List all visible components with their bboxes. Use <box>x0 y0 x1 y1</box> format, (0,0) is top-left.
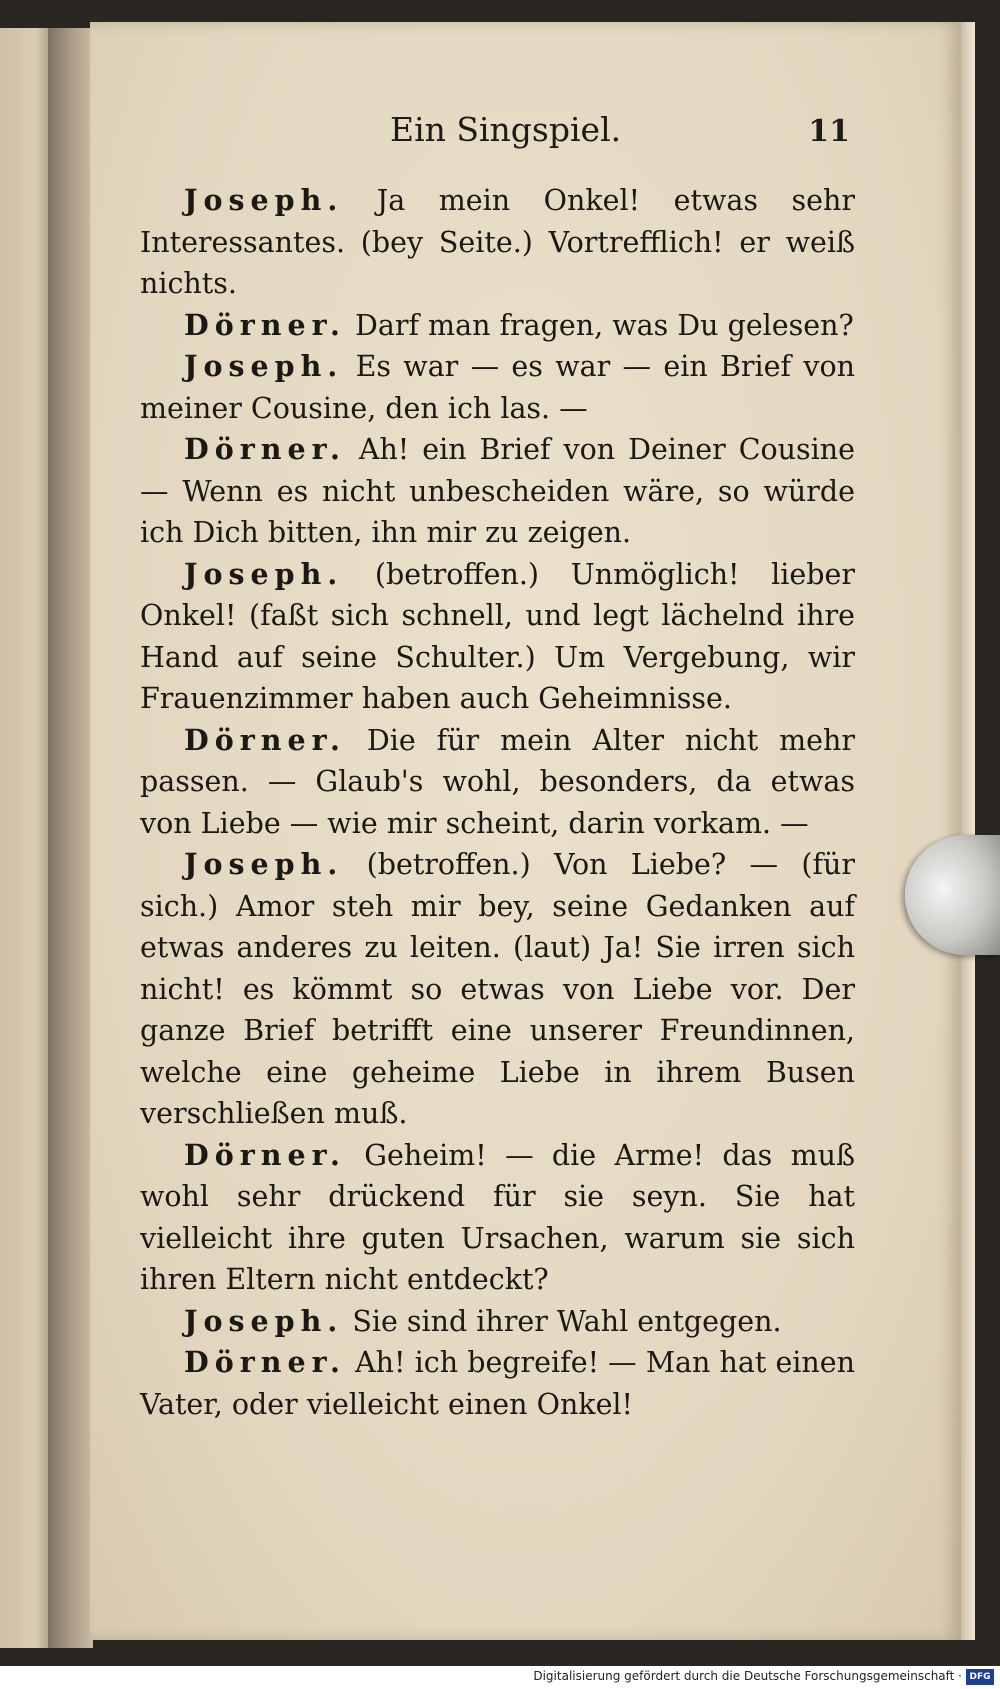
dialogue-paragraph <box>140 180 855 305</box>
dialogue-text: Die für mein Alter nicht mehr passen. — Glaub's wohl, besonders, da etwas von Liebe — wie mir scheint, darin vorkam. — <box>140 723 855 840</box>
speaker-name: Dörner. <box>184 432 346 466</box>
dialogue-paragraph <box>140 346 855 429</box>
page-edge <box>961 22 975 1640</box>
dialogue-text: Es war — es war — ein Brief von meiner Cousine, den ich las. — <box>140 350 855 425</box>
speaker-name: Dörner. <box>184 1345 346 1379</box>
digitization-footer <box>0 1666 1000 1689</box>
dialogue-text: Ah! ein Brief von Deiner Cousine — Wenn es nicht unbescheiden wäre, so würde ich Dich bitten, ihn mir zu zeigen. <box>140 433 855 549</box>
dialogue-text: Ah! ich begreife! — Man hat einen Vater, oder vielleicht einen Onkel! <box>140 1346 856 1421</box>
dialogue-text: Darf man fragen, was Du gelesen? <box>354 308 854 342</box>
speaker-name: Dörner. <box>184 307 346 342</box>
running-head: Ein Singspiel. <box>390 110 622 149</box>
play-text <box>140 180 855 1425</box>
funding-credit: Digitalisierung gefördert durch die Deutsche Forschungsgemeinschaft · <box>533 1669 962 1683</box>
book-gutter <box>48 28 93 1648</box>
speaker-name: Joseph. <box>184 847 344 881</box>
dialogue-text: (betroffen.) Von Liebe? — (für sich.) Amor steh mir bey, seine Gedanken auf etwas anderes zu leiten. (laut) Ja! Sie irren sich nicht! es kömmt so etwas von Liebe vor. Der ganze Brief betrifft eine unserer Freundinnen, welche eine geheime Liebe in ihrem Busen verschließen muß. <box>140 848 855 1130</box>
speaker-name: Joseph. <box>184 349 344 383</box>
page-header <box>140 110 850 160</box>
speaker-name: Dörner. <box>184 722 346 757</box>
dialogue-text: Ja mein Onkel! etwas sehr Interessantes. (bey Seite.) Vortrefflich! er weiß nichts. <box>140 184 855 300</box>
dialogue-paragraph <box>140 429 855 554</box>
dialogue-paragraph <box>140 554 855 720</box>
dialogue-paragraph <box>140 1301 855 1343</box>
page-number: 11 <box>808 114 850 149</box>
dialogue-text: (betroffen.) Unmöglich! lieber Onkel! (faßt sich schnell, und legt lächelnd ihre Hand auf seine Schulter.) Um Vergebung, wir Frauenzimmer haben auch Geheimnisse. <box>140 557 855 715</box>
dfg-logo-icon: DFG <box>966 1669 994 1685</box>
speaker-name: Joseph. <box>184 183 344 217</box>
speaker-name: Joseph. <box>184 556 344 591</box>
dialogue-paragraph <box>140 720 855 845</box>
dialogue-text: Geheim! — die Arme! das muß wohl sehr drückend für sie seyn. Sie hat vielleicht ihre guten Ursachen, warum sie sich ihren Eltern nicht entdeckt? <box>140 1138 856 1296</box>
speaker-name: Joseph. <box>184 1303 344 1338</box>
dialogue-paragraph <box>140 1342 855 1425</box>
dialogue-text: Sie sind ihrer Wahl entgegen. <box>352 1304 782 1338</box>
dialogue-paragraph <box>140 305 855 347</box>
dialogue-paragraph <box>140 844 855 1135</box>
dialogue-paragraph <box>140 1135 855 1301</box>
speaker-name: Dörner. <box>184 1137 346 1172</box>
